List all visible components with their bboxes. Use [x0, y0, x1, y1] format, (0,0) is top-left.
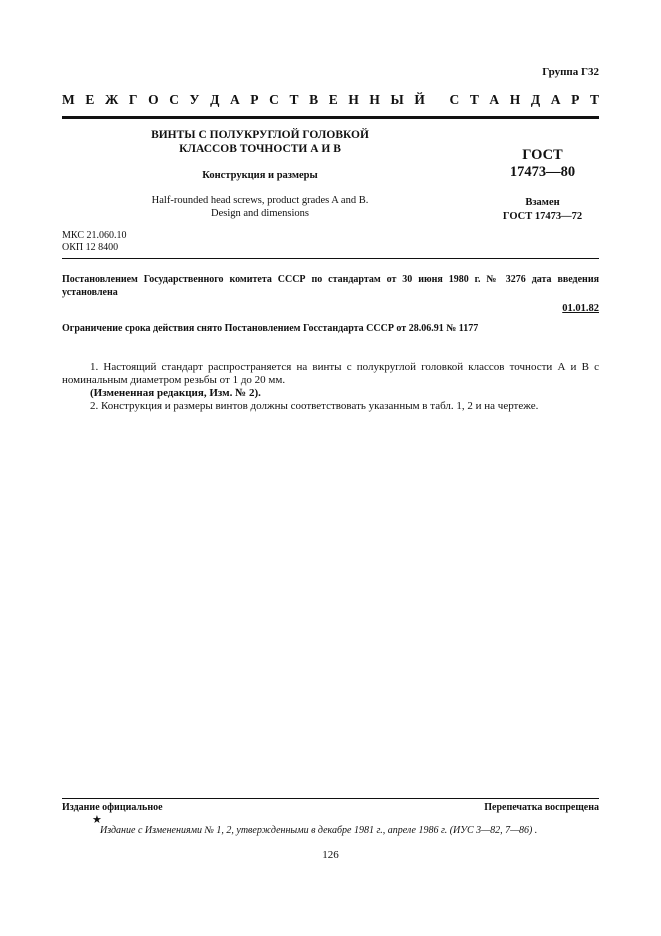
banner-letter: А: [489, 92, 500, 107]
title-line-2: КЛАССОВ ТОЧНОСТИ А И В: [179, 143, 341, 155]
replaces-number: ГОСТ 17473—72: [502, 211, 583, 222]
banner-letter: В: [309, 92, 319, 107]
banner-letter: Ж: [104, 92, 119, 107]
section-rule: [62, 258, 599, 259]
banner-letter: С: [169, 92, 179, 107]
banner-letter: Р: [250, 92, 259, 107]
body-text: [62, 361, 599, 413]
group-code: Группа Г32: [542, 66, 599, 78]
banner-letter: У: [189, 92, 200, 107]
official-edition-label: Издание официальное: [62, 802, 163, 813]
reprint-prohibited-label: Перепечатка воспрещена: [484, 802, 599, 813]
banner-letter: Р: [571, 92, 580, 107]
gost-label: ГОСТ: [522, 147, 563, 163]
banner-letter: [436, 92, 439, 108]
banner-letter: С: [449, 92, 460, 107]
english-title-line-2: Design and dimensions: [211, 208, 309, 219]
banner-letter: Ы: [390, 92, 404, 107]
amendment-note: (Измененная редакция, Изм. № 2).: [90, 387, 261, 399]
document-title: [110, 128, 410, 156]
english-title-line-1: Half-rounded head screws, product grades A and B.: [151, 195, 369, 206]
banner-letter: А: [550, 92, 561, 107]
banner-letter: Д: [530, 92, 541, 107]
gost-number: 17473—80: [509, 164, 576, 180]
okp-code: ОКП 12 8400: [62, 241, 119, 253]
limitation-note: Ограничение срока действия снято Постановлением Госстандарта СССР от 28.06.91 № 1177: [62, 323, 479, 334]
banner-letter: Н: [348, 92, 359, 107]
banner-letter: А: [229, 92, 240, 107]
introduction-date: 01.01.82: [562, 303, 599, 314]
decree-text: Постановлением Государственного комитета СССР по стандартам от 30 июня 1980 г. № 3276 дата введения установлена: [62, 274, 599, 298]
english-title: [110, 194, 410, 220]
document-subtitle: Конструкция и размеры: [202, 170, 318, 181]
paragraph-2: 2. Конструкция и размеры винтов должны соответствовать указанным в табл. 1, 2 и на чертеже.: [90, 400, 539, 412]
replaces-block: [485, 196, 600, 224]
edition-note: Издание с Изменениями № 1, 2, утвержденными в декабре 1981 г., апреле 1986 г. (ИУС 3—82, 7—86) .: [100, 825, 538, 836]
replaces-label: Взамен: [525, 197, 560, 208]
banner-letter: Е: [85, 92, 95, 107]
banner-letter: Е: [328, 92, 338, 107]
title-line-1: ВИНТЫ С ПОЛУКРУГЛОЙ ГОЛОВКОЙ: [151, 129, 369, 141]
banner-letter: Т: [589, 92, 599, 107]
mks-code: МКС 21.060.10: [62, 230, 127, 241]
banner-letter: М: [62, 92, 75, 107]
banner-letter: Н: [509, 92, 521, 107]
banner-letter: Й: [414, 92, 425, 107]
banner-letter: Г: [128, 92, 138, 107]
star-icon: ★: [92, 814, 102, 826]
standard-banner: [62, 92, 599, 108]
banner-letter: С: [269, 92, 279, 107]
paragraph-1: 1. Настоящий стандарт распространяется на винты с полукруглой головкой классов точности А и В с номинальным диаметром резьбы от 1 до 20 мм.: [62, 361, 599, 386]
banner-letter: Н: [369, 92, 380, 107]
banner-letter: Д: [210, 92, 220, 107]
classification-codes: [62, 230, 126, 253]
banner-letter: Т: [469, 92, 479, 107]
banner-letter: Т: [289, 92, 299, 107]
header-rule: [62, 116, 599, 119]
banner-letter: О: [148, 92, 159, 107]
footer-rule: [62, 798, 599, 799]
gost-designation: [485, 147, 600, 181]
page-number: 126: [322, 849, 339, 861]
